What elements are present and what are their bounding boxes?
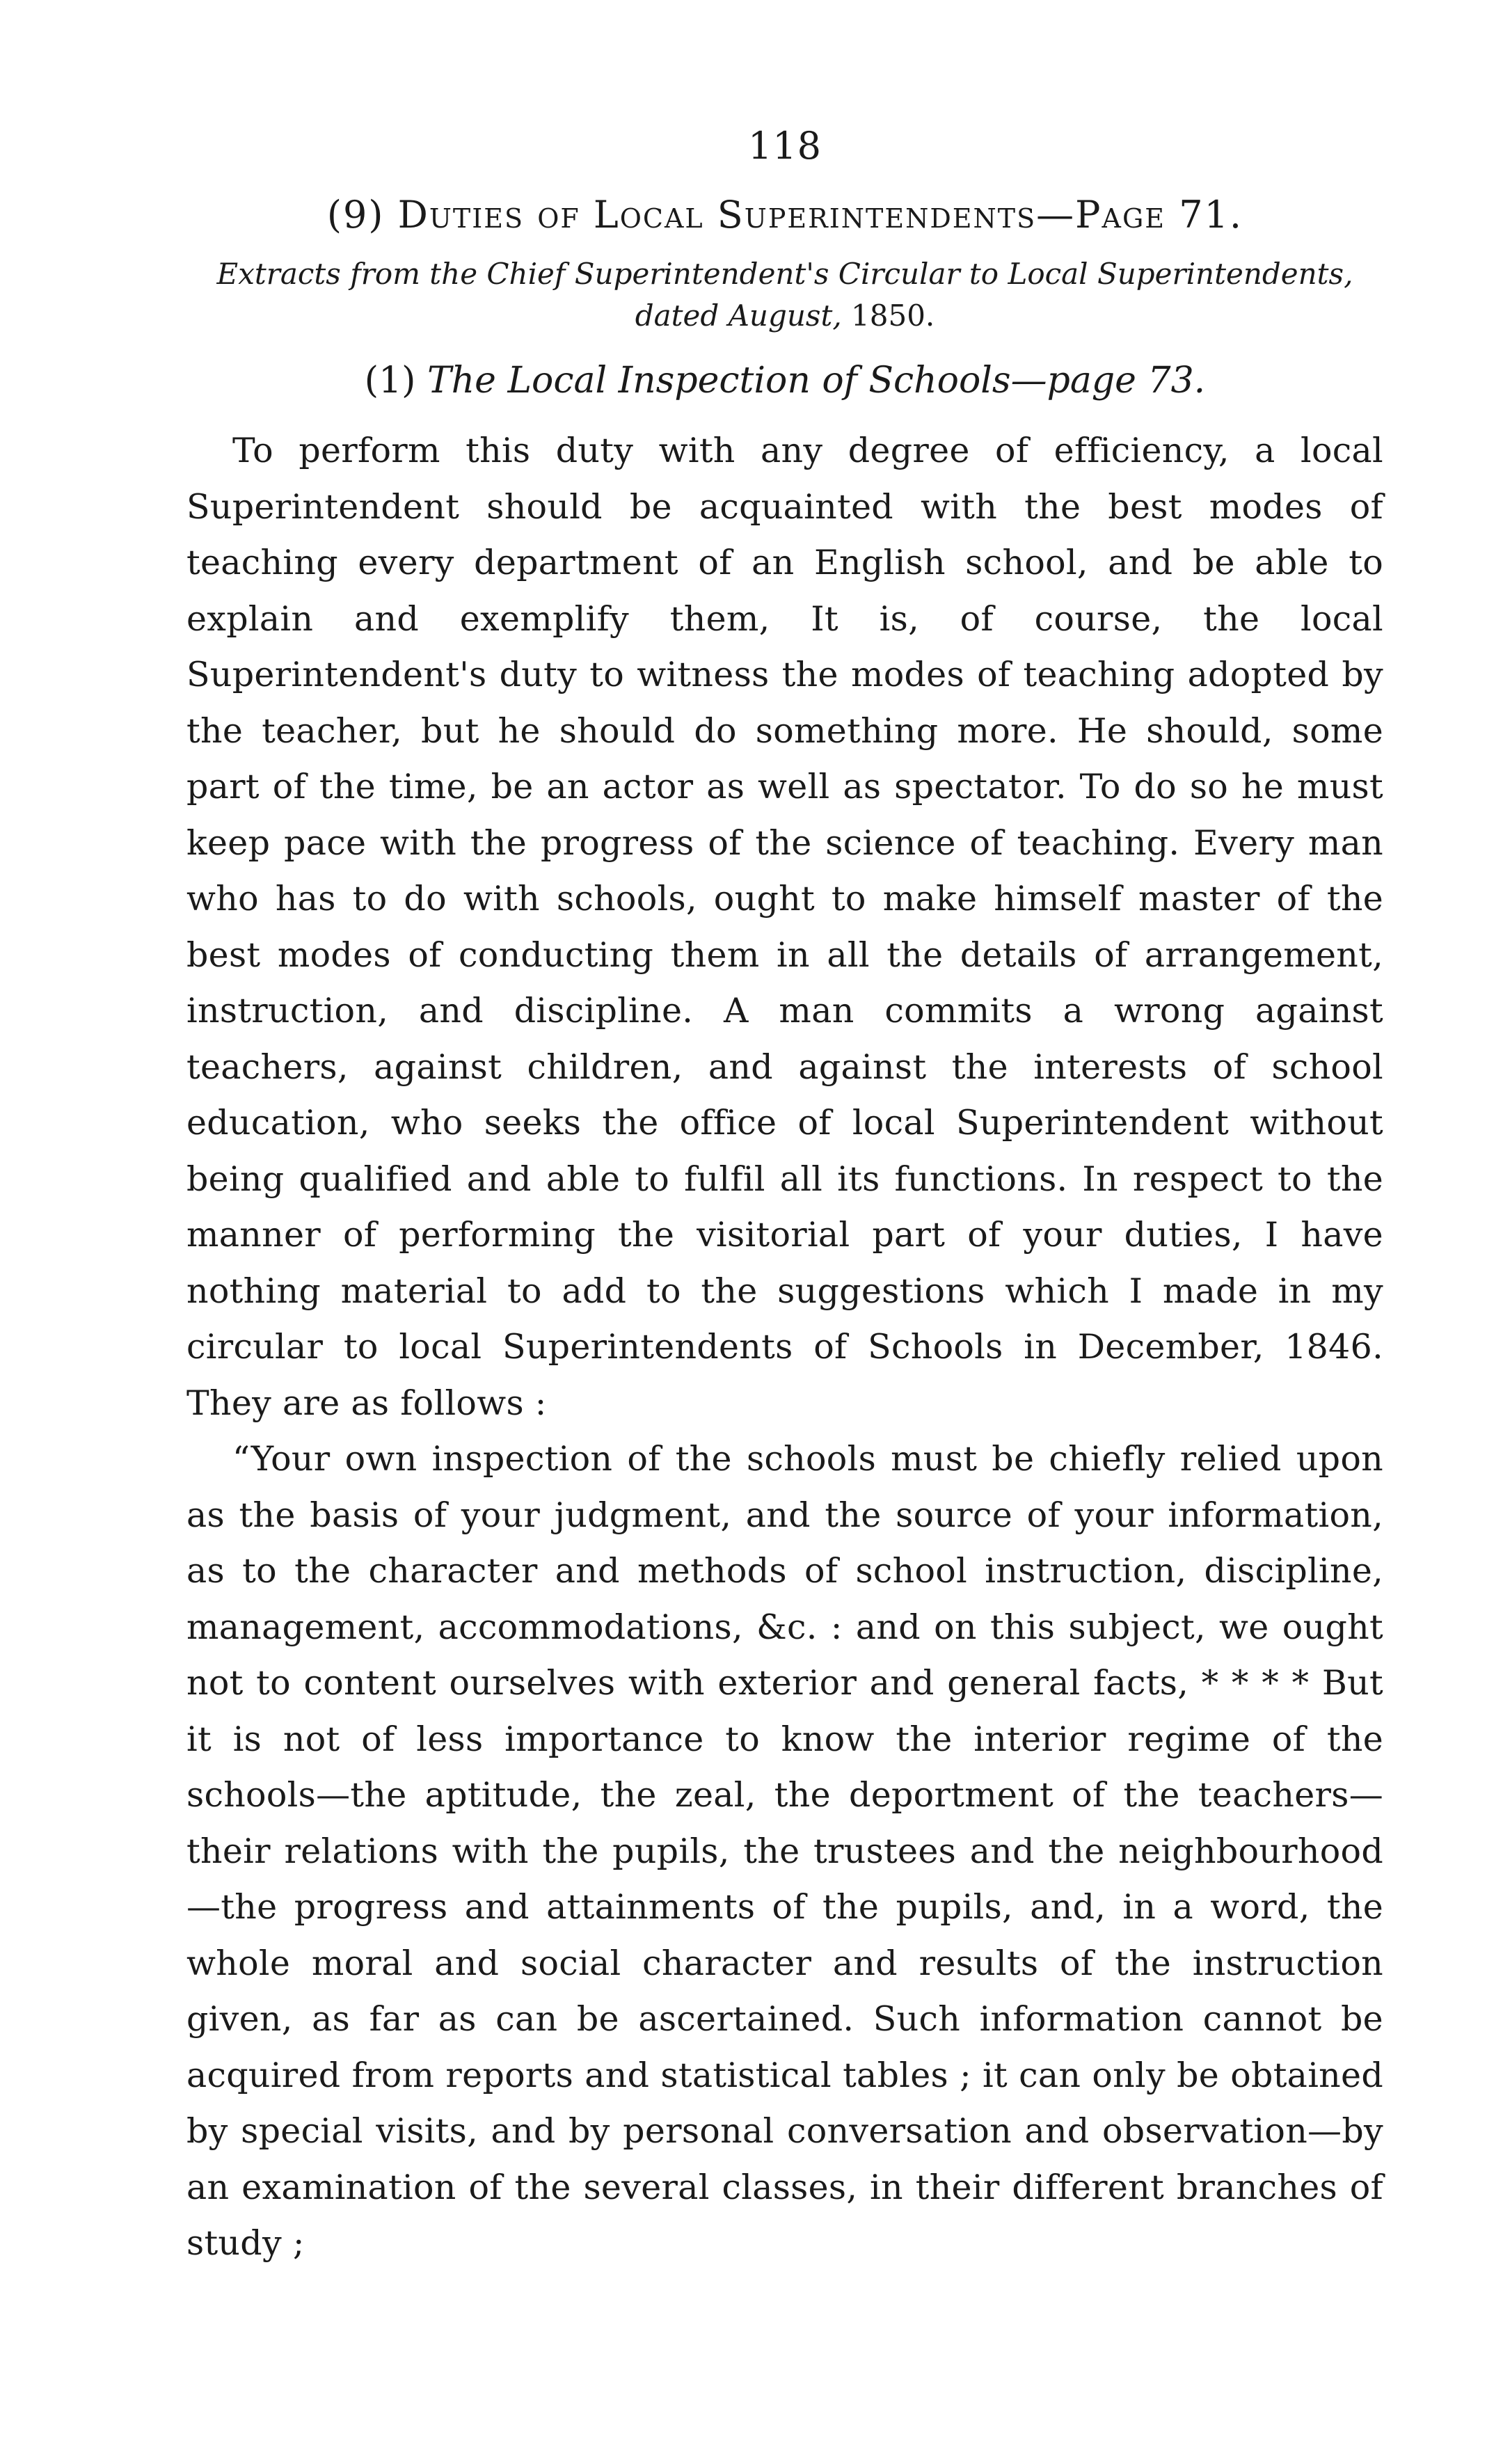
page-number: 118 [747, 124, 822, 168]
section-title: Duties of Local Superintendents—Page 71. [397, 193, 1243, 237]
body-paragraph-1: To perform this duty with any degree of efficiency, a local Superintendent should be acquainted with the best modes of teaching every department of an English school, and be able to explain and exemplify them, It is, of course, the local Superintendent's duty to witness the modes of teaching adopted by the teacher, but he should do something more. He should, some part of the time, be an actor as well as spectator. To do so he must keep pace with the progress of the science of teaching. Every man who has to do with schools, ought to make himself master of the best modes of conducting them in all the details of arrangement, instruction, and discipline. A man commits a wrong against teachers, against children, and against the interests of school education, who seeks the office of local Superintendent without being qualified and able to fulfil all its functions. In respect to the manner of performing the visitorial part of your duties, I have nothing material to add to the suggestions which I made in my circular to local Superintendents of Schools in December, 1846. They are as follows : [186, 431, 1383, 1423]
subsection-title: The Local Inspection of Schools—page 73. [427, 360, 1206, 402]
section-heading [186, 192, 1383, 238]
subsection-number: (1) [364, 360, 416, 402]
book-page [186, 125, 1383, 2272]
subsection-heading [186, 358, 1383, 404]
extract-year: 1850. [851, 299, 935, 333]
body-paragraph-2: “Your own inspection of the schools must be chiefly relied upon as the basis of your judgment, and the source of your information, as to the character and methods of school instruction, discipline, management, accommodations, &c. : and on this subject, we ought not to content ourselves with exterior and general facts, * * * * But it is not of less importance to know the interior regime of the schools—the aptitude, the zeal, the deportment of the teachers—their relations with the pupils, the trustees and the neighbourhood—the progress and attainments of the pupils, and, in a word, the whole moral and social character and results of the instruction given, as far as can be ascertained. Such information cannot be acquired from reports and statistical tables ; it can only be obtained by special visits, and by personal conversation and observation—by an examination of the several classes, in their different branches of study ; [186, 1439, 1383, 2263]
section-number: (9) [326, 193, 385, 237]
extract-subheading [186, 253, 1383, 337]
extract-description: Extracts from the Chief Superintendent's Circular to Local Superintendents, dated August, [216, 257, 1353, 333]
